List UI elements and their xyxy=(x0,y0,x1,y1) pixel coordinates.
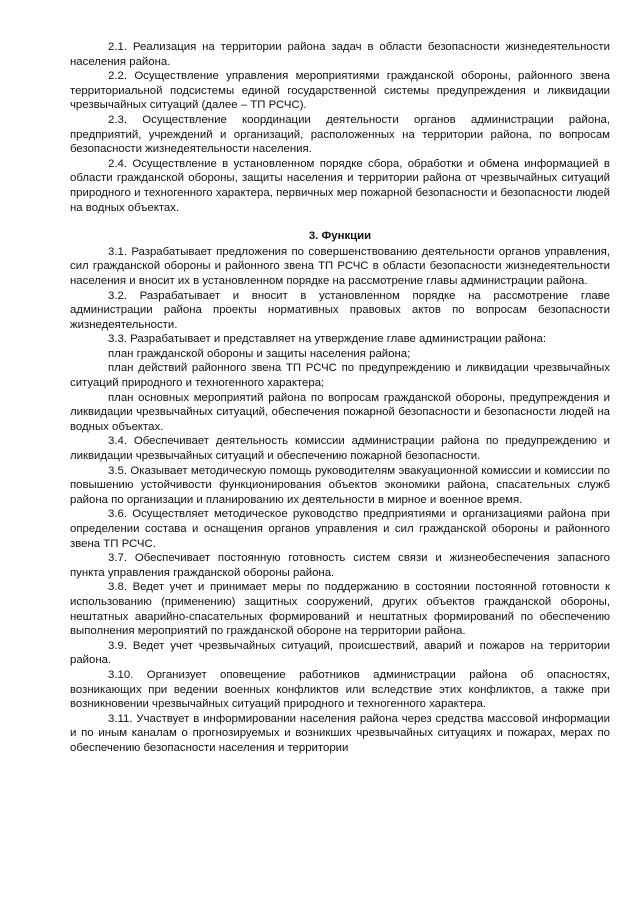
paragraph-3-11: 3.11. Участвует в информировании населения района через средства массовой информации и по иным каналам о прогнозируемых и возникших чрезвычайных ситуациях и пожарах, мерах по обеспечению безопасности населения и территории xyxy=(70,712,610,754)
paragraph-3-3: 3.3. Разрабатывает и представляет на утверждение главе администрации района: xyxy=(108,333,546,346)
paragraph-3-8: 3.8. Ведет учет и принимает меры по поддержанию в состоянии постоянной готовности к использованию (применению) защитных сооружений, других объектов гражданской обороны, нештатных аварийно-спасательных формирований и нештатных формирований по обеспечению выполнения мероприятий по гражданской обороне на территории района. xyxy=(70,581,610,638)
paragraph-3-5: 3.5. Оказывает методическую помощь руководителям эвакуационной комиссии и комиссии по повышению устойчивости функционирования объектов экономики района, спасательных служб района по организации и планированию их деятельности в мирное и военное время. xyxy=(70,464,610,506)
plan-item-main-measures: план основных мероприятий района по вопросам гражданской обороны, предупреждения и ликвидации чрезвычайных ситуаций, обеспечения пожарной безопасности и безопасности людей на водных объектах. xyxy=(70,391,610,433)
paragraph-3-7: 3.7. Обеспечивает постоянную готовность систем связи и жизнеобеспечения запасного пункта управления гражданской обороны района. xyxy=(70,552,610,579)
paragraph-2-3: 2.3. Осуществление координации деятельности органов администрации района, предприятий, учреждений и организаций, расположенных на территории района, по вопросам безопасности жизнедеятельности населения. xyxy=(70,113,610,156)
plan-item-rschs-actions: план действий районного звена ТП РСЧС по предупреждению и ликвидации чрезвычайных ситуаций природного и техногенного характера; xyxy=(70,362,610,390)
paragraph-2-2: 2.2. Осуществление управления мероприятиями гражданской обороны, районного звена территориальной подсистемы единой государственной системы предупреждения и ликвидации чрезвычайных ситуаций (далее – ТП РСЧС). xyxy=(70,70,610,112)
document-page xyxy=(70,40,610,756)
paragraph-3-2: 3.2. Разрабатывает и вносит в установленном порядке на рассмотрение главе администрации района проекты нормативных правовых актов по вопросам безопасности жизнедеятельности. xyxy=(70,289,610,331)
paragraph-3-9: 3.9. Ведет учет чрезвычайных ситуаций, происшествий, аварий и пожаров на территории района. xyxy=(70,639,610,667)
plan-item-civil-defense: план гражданской обороны и защиты населения района; xyxy=(108,347,411,360)
paragraph-3-10: 3.10. Организует оповещение работников администрации района об опасностях, возникающих при ведении военных конфликтов или вследствие этих конфликтов, а также при возникновении чрезвычайных ситуаций природного и техногенного характера. xyxy=(70,668,610,711)
paragraph-3-6: 3.6. Осуществляет методическое руководство предприятиями и организациями района при определении состава и оснащения органов управления и сил гражданской обороны и районного звена ТП РСЧС. xyxy=(70,508,610,550)
paragraph-2-4: 2.4. Осуществление в установленном порядке сбора, обработки и обмена информацией в области гражданской обороны, защиты населения и территории района от чрезвычайных ситуаций природного и техногенного характера, первичных мер пожарной безопасности и безопасности людей на водных объектах. xyxy=(70,157,610,214)
paragraph-2-1: 2.1. Реализация на территории района задач в области безопасности жизнедеятельности населения района. xyxy=(70,41,610,68)
paragraph-3-1: 3.1. Разрабатывает предложения по совершенствованию деятельности органов управления, сил гражданской обороны и районного звена ТП РСЧС в области безопасности жизнедеятельности населения и вносит их в установленном порядке на рассмотрение главы администрации района. xyxy=(70,245,610,287)
section-3-heading: 3. Функции xyxy=(308,230,372,243)
paragraph-3-4: 3.4. Обеспечивает деятельность комиссии администрации района по предупреждению и ликвидации чрезвычайных ситуаций и обеспечению пожарной безопасности. xyxy=(70,435,610,463)
